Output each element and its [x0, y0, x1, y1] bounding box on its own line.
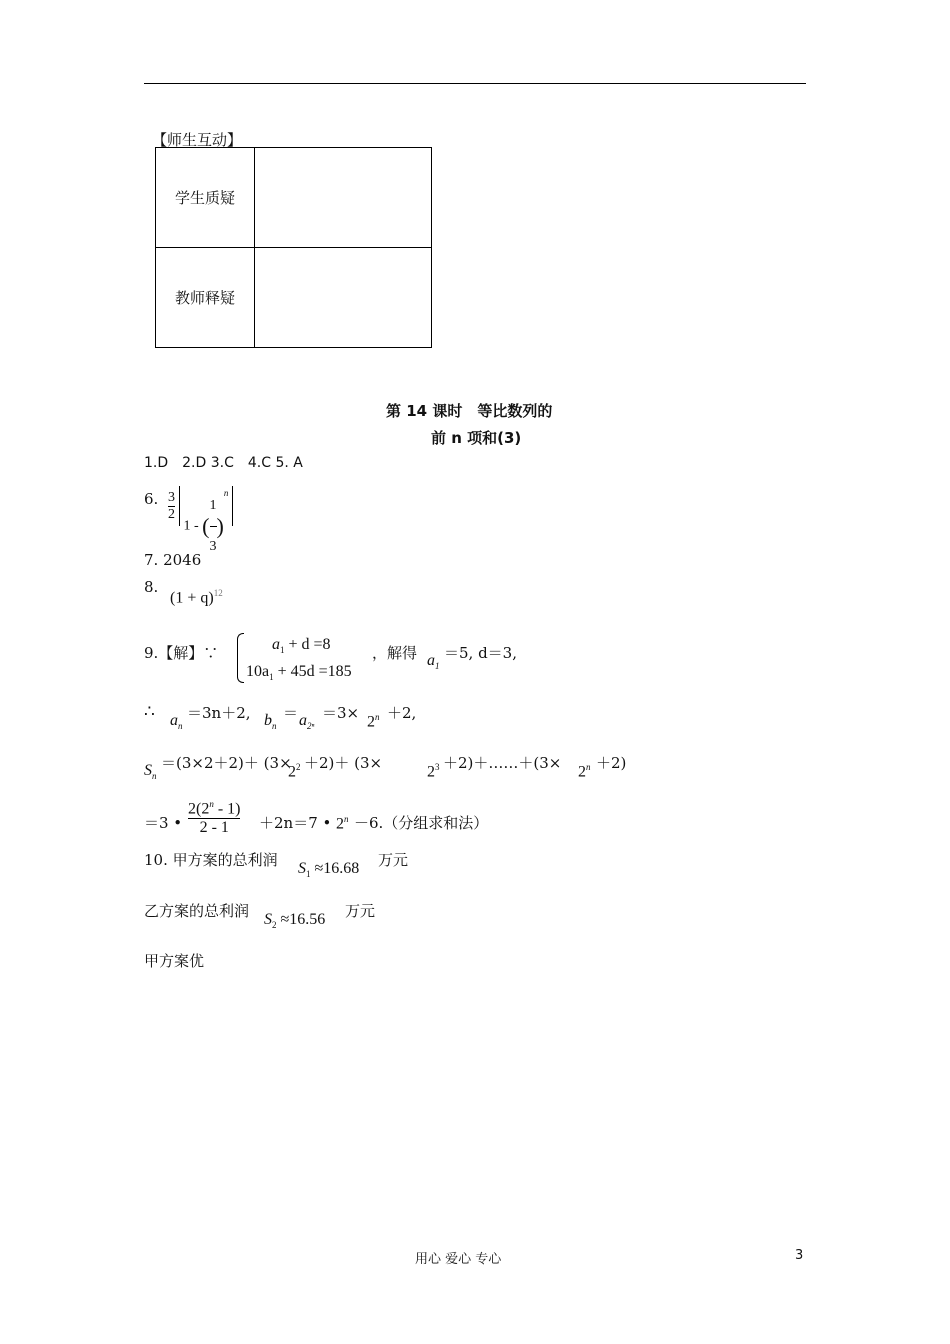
- teacher-answer-label: 教师释疑: [156, 248, 255, 348]
- lesson-title-line2: 前 n 项和(3): [431, 429, 522, 447]
- answer-9-prefix: 9.【解】∵: [144, 644, 219, 662]
- answer-6-number: 6.: [144, 490, 159, 508]
- two-pow-n-2: 2$^n$: [578, 762, 591, 781]
- var: a: [272, 636, 280, 653]
- inner-num: 1: [209, 498, 217, 513]
- sub: 1: [269, 672, 274, 683]
- an-value: ＝3n＋2,: [187, 704, 251, 722]
- header-rule: [144, 83, 806, 84]
- unit-2: 万元: [345, 902, 376, 920]
- rest: + 45d =185: [273, 663, 352, 680]
- brace: [237, 633, 244, 683]
- a2n-var: $a_{2^n}$: [299, 712, 315, 732]
- final-part3: －6.（分组求和法）: [354, 814, 489, 832]
- final-fraction: $\frac{2(2^n - 1)}{2 - 1}$: [188, 799, 241, 837]
- sn-part4: ＋2): [596, 754, 627, 772]
- answer-7: 7. 2046: [144, 551, 202, 569]
- answers-1-5: 1.D 2.D 3.C 4.C 5. A: [144, 455, 303, 471]
- interaction-table: [155, 147, 432, 348]
- two-pow-n: 2$^n$: [367, 712, 380, 731]
- one-minus: 1 -: [183, 518, 199, 534]
- student-question-cell[interactable]: [255, 148, 432, 248]
- final-two-pow-n: 2$^n$: [336, 814, 349, 833]
- final-part2: ＋2n＝7 •: [259, 814, 332, 832]
- sn-part2: ＋2)＋ (3×: [304, 754, 383, 772]
- var: 10a: [246, 663, 270, 680]
- therefore-symbol: ∴: [144, 702, 155, 722]
- eq-1: [272, 636, 331, 655]
- final-part1: ＝3 •: [144, 814, 183, 832]
- answer-8-formula: [170, 588, 223, 607]
- frac-num: 3: [168, 489, 175, 505]
- answer-10-line1: 10. 甲方案的总利润: [144, 851, 278, 869]
- sn-var: $S_n$: [144, 762, 157, 782]
- frac-den: 2: [168, 506, 175, 522]
- two-sq: $2^2$: [288, 762, 301, 781]
- solve-result: ＝5, d＝3,: [444, 644, 517, 662]
- table-row: [156, 148, 432, 248]
- exp: 12: [213, 588, 223, 598]
- s1-value: $S_1 \approx 16.68$: [298, 860, 360, 880]
- sub: 1: [280, 645, 285, 656]
- bn-eq: ＝: [283, 704, 299, 722]
- answer-10-line3: 甲方案优: [144, 952, 205, 970]
- table-row: [156, 248, 432, 348]
- bn-value: ＝3×: [322, 704, 360, 722]
- answer-8-number: 8.: [144, 578, 159, 596]
- page-number: 3: [795, 1248, 804, 1263]
- answer-6-formula: $\frac{3}{2}$ 1 - ( $\frac{1}{3}$ )$^n$: [168, 486, 233, 526]
- rest: + d =8: [284, 636, 331, 653]
- footer-motto: 用心 爱心 专心: [415, 1252, 502, 1267]
- bn-var: $b_n$: [264, 712, 277, 732]
- student-question-label: 学生质疑: [156, 148, 255, 248]
- s2-value: $S_2 \approx 16.56$: [264, 911, 326, 931]
- unit-1: 万元: [378, 851, 409, 869]
- a1-var: $a_1$: [427, 652, 440, 672]
- sn-part3: ＋2)＋……＋(3×: [443, 754, 562, 772]
- expr: (1 + q): [170, 589, 214, 607]
- lesson-title-line1: 第 14 课时 等比数列的: [386, 402, 553, 420]
- teacher-answer-cell[interactable]: [255, 248, 432, 348]
- exp-n: n: [223, 488, 229, 498]
- eq-2: [246, 663, 352, 682]
- bn-plus2: ＋2,: [387, 704, 417, 722]
- solve-label: ，解得: [372, 644, 418, 662]
- an-var: $a_n$: [170, 712, 183, 732]
- two-cube: $2^3$: [427, 762, 440, 781]
- answer-10-line2: 乙方案的总利润: [144, 902, 250, 920]
- sn-part1: ＝(3×2＋2)＋ (3×: [161, 754, 292, 772]
- interaction-header: 【师生互动】: [152, 131, 243, 149]
- inner-den: 3: [209, 539, 217, 554]
